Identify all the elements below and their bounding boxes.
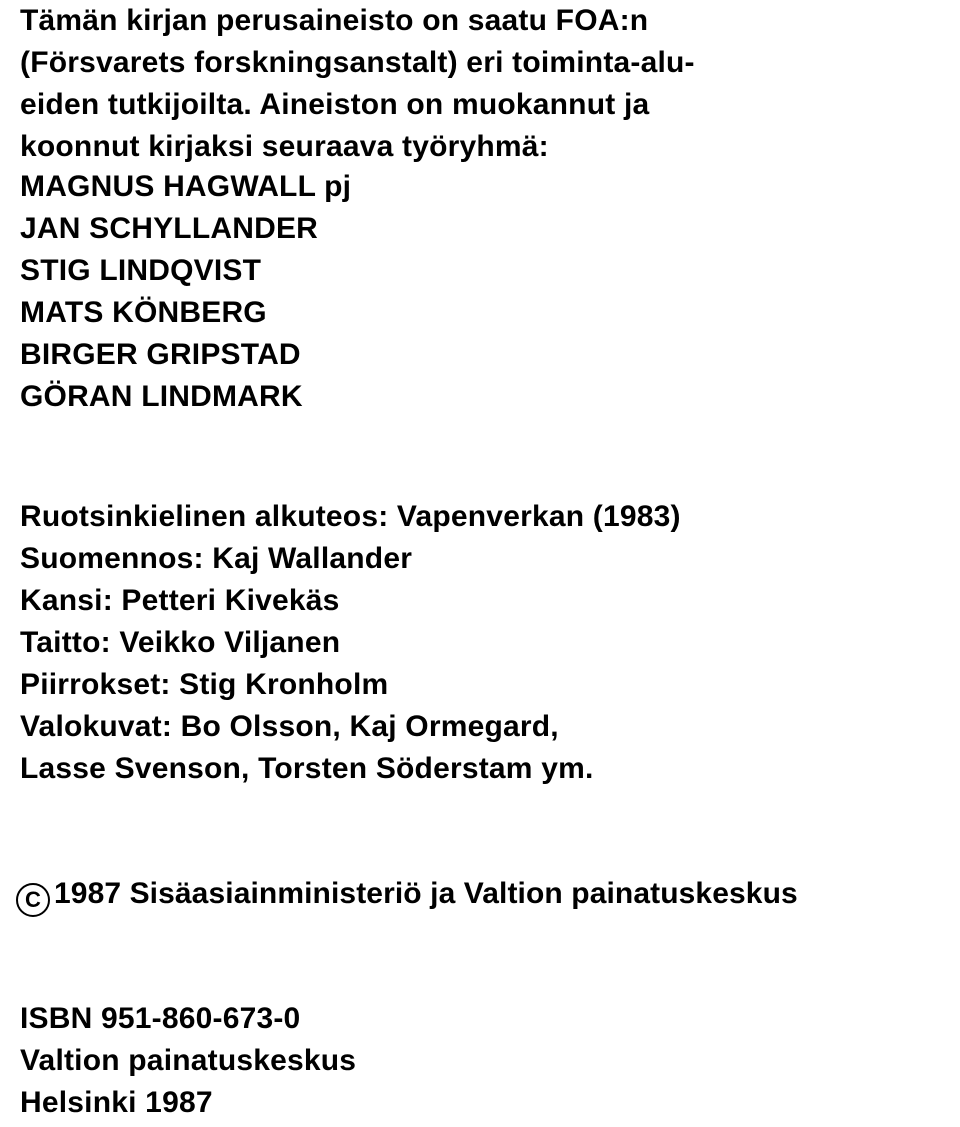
copyright-icon: C (16, 883, 50, 917)
credit-line: Kansi: Petteri Kivekäs (20, 584, 340, 617)
credit-line: Ruotsinkielinen alkuteos: Vapenverkan (1983) (20, 500, 681, 533)
intro-line: koonnut kirjaksi seuraava työryhmä: (20, 130, 549, 163)
place-year-line: Helsinki 1987 (20, 1086, 213, 1119)
team-member: MAGNUS HAGWALL pj (20, 170, 352, 203)
team-member: GÖRAN LINDMARK (20, 380, 303, 413)
team-member: MATS KÖNBERG (20, 296, 267, 329)
intro-line: (Försvarets forskningsanstalt) eri toiminta-alu- (20, 46, 695, 79)
team-member: JAN SCHYLLANDER (20, 212, 319, 245)
credit-line: Suomennos: Kaj Wallander (20, 542, 413, 575)
imprint-block (20, 998, 356, 1124)
copyright-line (16, 877, 798, 910)
team-member: BIRGER GRIPSTAD (20, 338, 301, 371)
isbn-line: ISBN 951-860-673-0 (20, 1002, 301, 1035)
credits-list (20, 496, 681, 790)
copyright-notice (16, 872, 798, 917)
intro-paragraph (20, 0, 695, 168)
intro-line: Tämän kirjan perusaineisto on saatu FOA:n (20, 4, 649, 37)
copyright-text: 1987 Sisäasiainministeriö ja Valtion painatuskeskus (54, 877, 798, 910)
credit-line: Valokuvat: Bo Olsson, Kaj Ormegard, (20, 710, 559, 743)
credit-line: Taitto: Veikko Viljanen (20, 626, 341, 659)
publisher-line: Valtion painatuskeskus (20, 1044, 357, 1077)
team-list (20, 166, 351, 418)
credit-line: Piirrokset: Stig Kronholm (20, 668, 389, 701)
credit-line: Lasse Svenson, Torsten Söderstam ym. (20, 752, 594, 785)
team-member: STIG LINDQVIST (20, 254, 262, 287)
intro-line: eiden tutkijoilta. Aineiston on muokannut ja (20, 88, 650, 121)
